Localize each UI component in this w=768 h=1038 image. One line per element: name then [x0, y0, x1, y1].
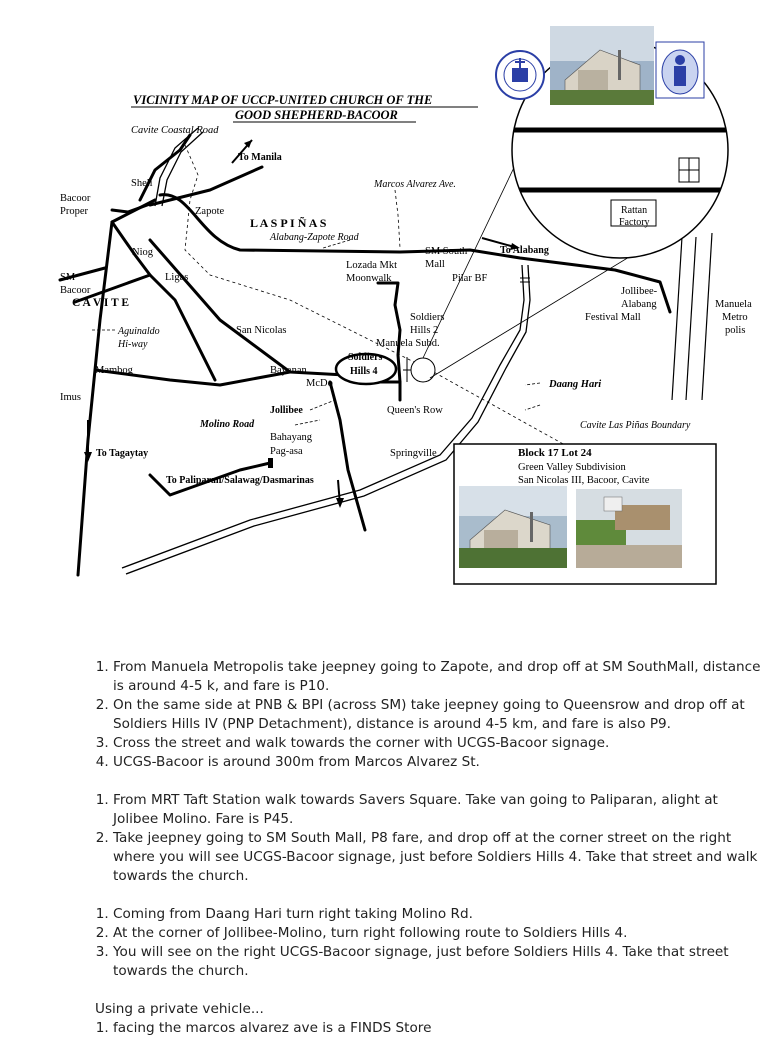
shell-label: Shell: [131, 178, 153, 189]
uccp-logo: [496, 51, 544, 99]
soldiers-hills-2-label-2: Hills 2: [410, 325, 439, 336]
bayanan-label: Bayanan: [270, 365, 307, 376]
address-block: Block 17 Lot 24: [518, 447, 592, 459]
directions-group-4: [95, 1019, 763, 1038]
directions-group-1: [95, 658, 763, 772]
molino-road-label: Molino Road: [200, 419, 255, 430]
sm-bacoor-label-1: SM: [60, 272, 76, 283]
bacoor-proper-label-2: Proper: [60, 206, 88, 217]
queens-row-label: Queen's Row: [387, 405, 443, 416]
zapote-label: Zapote: [195, 206, 225, 217]
to-paliparan-label: To Paliparan/Salawag/Dasmarinas: [166, 475, 314, 486]
address-box: [454, 444, 716, 584]
queens-row-road: [370, 382, 400, 400]
imus-label: Imus: [60, 392, 81, 403]
bahayang-label-2: Pag-asa: [270, 446, 303, 457]
springville-label: Springville: [390, 448, 437, 459]
church-location-marker: [411, 358, 435, 382]
lozada-label-2: Moonwalk: [346, 273, 392, 284]
bacoor-connector: [112, 204, 150, 212]
to-manila-label: To Manila: [238, 152, 282, 163]
cavite-coastal-road-label: Cavite Coastal Road: [131, 125, 219, 136]
marcos-alvarez-dash: [395, 190, 400, 248]
bacoor-proper-label-1: Bacoor: [60, 193, 91, 204]
las-pinas-label: L A S P I Ñ A S: [250, 216, 327, 230]
marcos-alvarez-label: Marcos Alvarez Ave.: [374, 179, 456, 190]
direction-step: 1. From Manuela Metropolis take jeepney going to Zapote, and drop off at SM SouthMall, distance is around 4-5 k, and fare is P10.: [113, 658, 763, 696]
direction-step: 1. facing the marcos alvarez ave is a FINDS Store: [113, 1019, 763, 1038]
soldiers-hills-4-label-2: Hills 4: [350, 366, 378, 377]
map-title-line2: GOOD SHEPHERD-BACOOR: [235, 108, 398, 122]
church-photo-1: [459, 486, 567, 568]
jollibee-molino-label: Jollibee: [270, 405, 303, 416]
cavite-las-pinas-boundary: [185, 145, 565, 445]
manuela-metropolis-label-3: polis: [725, 325, 746, 336]
private-vehicle-intro: Using a private vehicle...: [95, 1001, 264, 1017]
directions-group-2: [95, 791, 763, 886]
sm-bacoor-label-2: Bacoor: [60, 285, 91, 296]
good-shepherd-logo: [656, 42, 704, 98]
rattan-factory-label-1: Rattan: [621, 205, 648, 216]
lozada-label-1: Lozada Mkt: [346, 260, 398, 271]
niog-label: Niog: [132, 247, 153, 258]
jollibee-alabang-label-3: Festival Mall: [585, 312, 641, 323]
direction-step: 2. At the corner of Jollibee-Molino, turn right following route to Soldiers Hills 4.: [113, 924, 763, 943]
cavite-las-pinas-boundary-label: Cavite Las Piñas Boundary: [580, 420, 691, 431]
cavite-label: C A V I T E: [72, 297, 130, 309]
manuela-metropolis-label-2: Metro: [722, 312, 748, 323]
direction-step: 2. On the same side at PNB & BPI (across SM) take jeepney going to Queensrow and drop off at Soldiers Hills IV (PNP Detachment), distance is around 4-5 km, and fare is also P9.: [113, 696, 763, 734]
alabang-zapote-road-label: Alabang-Zapote Road: [270, 232, 359, 243]
address-location: San Nicolas III, Bacoor, Cavite: [518, 475, 650, 486]
molino-road: [330, 382, 365, 530]
direction-step: 1. Coming from Daang Hari turn right taking Molino Rd.: [113, 905, 763, 924]
pilar-bf-label: Pilar BF: [452, 273, 488, 284]
jollibee-alabang-label-2: Alabang: [621, 299, 657, 310]
soldiers-hills-2-label-1: Soldiers: [410, 312, 445, 323]
coastal-road-branch: [150, 167, 262, 205]
bahayang-label-1: Bahayang: [270, 432, 312, 443]
direction-step: 3. Cross the street and walk towards the corner with UCGS-Bacoor signage.: [113, 734, 763, 753]
daang-hari-label: Daang Hari: [549, 379, 602, 390]
direction-step: 1. From MRT Taft Station walk towards Savers Square. Take van going to Paliparan, alight at Jolibee Molino. Fare is P45.: [113, 791, 763, 829]
church-photo-top: [550, 26, 654, 105]
manuela-subd-label: Manuela Subd.: [376, 338, 440, 349]
aguinaldo-label-2: Hi-way: [118, 339, 148, 350]
street-photo-2: [576, 489, 682, 568]
mambog-label: Mambog: [95, 365, 133, 376]
mcdo-label: McDo: [306, 378, 333, 389]
san-nicolas-label: San Nicolas: [236, 325, 287, 336]
manuela-metropolis-label-1: Manuela: [715, 299, 752, 310]
directions-group-3: [95, 905, 763, 981]
soldiers-hills-4-label-1: Soldiers: [348, 352, 383, 363]
rattan-factory-label-2: Factory: [619, 217, 650, 228]
sm-south-mall-label-2: Mall: [425, 259, 445, 270]
address-subdivision: Green Valley Subdivision: [518, 462, 626, 473]
direction-step: 2. Take jeepney going to SM South Mall, P8 fare, and drop off at the corner street on the right where you will see UCGS-Bacoor signage, just before Soldiers Hills 4. Take that street and walk towards the church.: [113, 829, 763, 886]
metro-rail: [672, 233, 712, 400]
ligas-label: Ligas: [165, 272, 189, 283]
direction-step: 4. UCGS-Bacoor is around 300m from Marcos Alvarez St.: [113, 753, 763, 772]
to-tagaytay-label: To Tagaytay: [96, 448, 149, 459]
sm-south-mall-label-1: SM South: [425, 246, 468, 257]
map-title-line1: VICINITY MAP OF UCCP-UNITED CHURCH OF THE: [133, 93, 433, 107]
to-alabang-label: To Alabang: [500, 245, 549, 256]
aguinaldo-label-1: Aguinaldo: [118, 326, 160, 337]
jollibee-alabang-label-1: Jollibee-: [621, 286, 658, 297]
direction-step: 3. You will see on the right UCGS-Bacoor signage, just before Soldiers Hills 4. Take that street towards the church.: [113, 943, 763, 981]
directions-section: [95, 658, 763, 1038]
